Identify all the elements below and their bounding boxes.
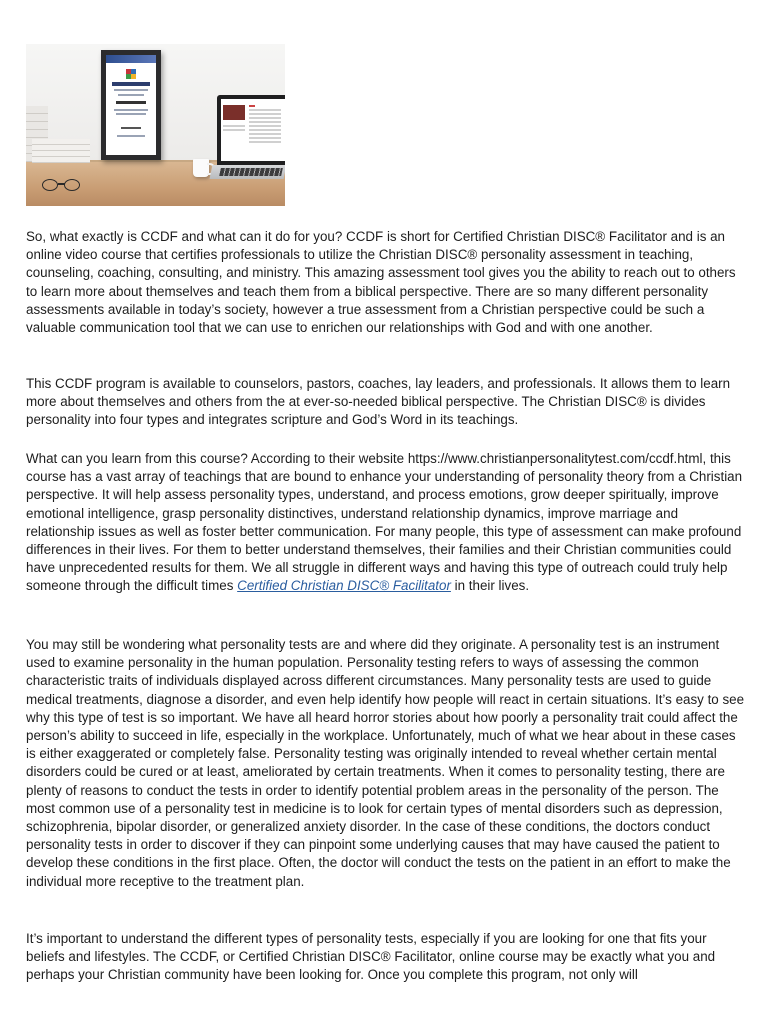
certificate-frame	[101, 50, 161, 160]
laptop-keyboard	[219, 168, 283, 176]
paragraph-types: It’s important to understand the different types of personality tests, especially if you are looking for one that fits your beliefs and lifestyles. The CCDF, or Certified Christian DISC® Facilitator, online course may be exactly what you and perhaps your Christian community have been looking for. Once you complete this program, not only will	[26, 931, 716, 983]
certificate-name-graphic	[116, 101, 146, 104]
paragraph-intro: So, what exactly is CCDF and what can it do for you? CCDF is short for Certified Christian DISC® Facilitator and is an online video course that certifies professionals to utilize the Christian DISC® personality assessment in teaching, counseling, coaching, consulting, and ministry. This amazing assessment tool gives you the ability to reach out to others to learn more about themselves and teach them from a biblical perspective. There are so many different personality assessments available in today’s society, however a true assessment from a Christian perspective could be such a valuable communication tool that we can use to enrichen our relationships with God and with one another.	[26, 229, 736, 336]
certificate-desk-photo	[26, 44, 285, 206]
glasses-icon	[42, 179, 82, 193]
ccdf-link[interactable]: Certified Christian DISC® Facilitator	[237, 578, 451, 594]
disc-logo-icon	[126, 69, 136, 79]
paragraph-course-content-text: What can you learn from this course? According to their website https://www.christianpersonalitytest.com/ccdf.html, this course has a vast array of teachings that are bound to enhance your understanding of personality theory from a Christian perspective. It will help assess personality types, understand, and process emotions, grow deeper spiritually, improve emotional intelligence, grasp personality distinctives, understand relationship dynamics, improve marriage and relationship issues as well as foster better communication. For many people, this type of assessment can make profound differences in their lives. For them to better understand themselves, their families and their Christian communities could have unprecedented results for them. We all struggle in different ways and having this type of outreach could truly help someone through the difficult times	[26, 451, 743, 594]
book-stack-front	[32, 139, 90, 163]
paragraph-program: This CCDF program is available to counselors, pastors, coaches, lay leaders, and professionals. It allows them to learn more about themselves and others from the at ever-so-needed biblical perspective. The Christian DISC® is divides personality into four types and integrates scripture and God’s Word in its teachings.	[26, 376, 731, 428]
paragraph-personality-tests: You may still be wondering what personality tests are and where did they originate. A personality test is an instrument used to examine personality in the human population. Personality testing refers to ways of assessing the common characteristic traits of individuals displayed across different circumstances. Many personality tests are used to guide medical treatments, diagnose a disorder, and even help identify how people will react in certain situations. It’s easy to see why this type of test is so important. We have all heard horror stories about how poorly a personality trait could affect the person’s ability to succeed in life, especially in the workplace. Unfortunately, much of what we hear about in these cases is either exaggerated or completely false. Personality testing was originally intended to reveal whether certain mental disorders could be cured or at least, ameliorated by certain treatments. When it comes to personality testing, there are plenty of reasons to conduct the tests in order to identify potential problem areas in the personality of the person. The most common use of a personality test in medicine is to look for certain types of mental disorders such as depression, schizophrenia, bipolar disorder, or generalized anxiety disorder. In the case of these conditions, the doctors conduct personality tests in order to discover if they can pinpoint some underlying causes that may have caused the patient to develop these conditions in the first place. Often, the doctor will conduct the tests on the patient in an effort to make the individual more receptive to the treatment plan.	[26, 637, 745, 889]
paragraph-course-content	[26, 450, 748, 596]
video-thumbnail	[223, 105, 245, 120]
certificate-title-graphic	[112, 82, 150, 86]
laptop-screen	[217, 95, 285, 165]
certificate	[106, 55, 156, 155]
paragraph-course-content-tail: in their lives.	[450, 578, 530, 594]
